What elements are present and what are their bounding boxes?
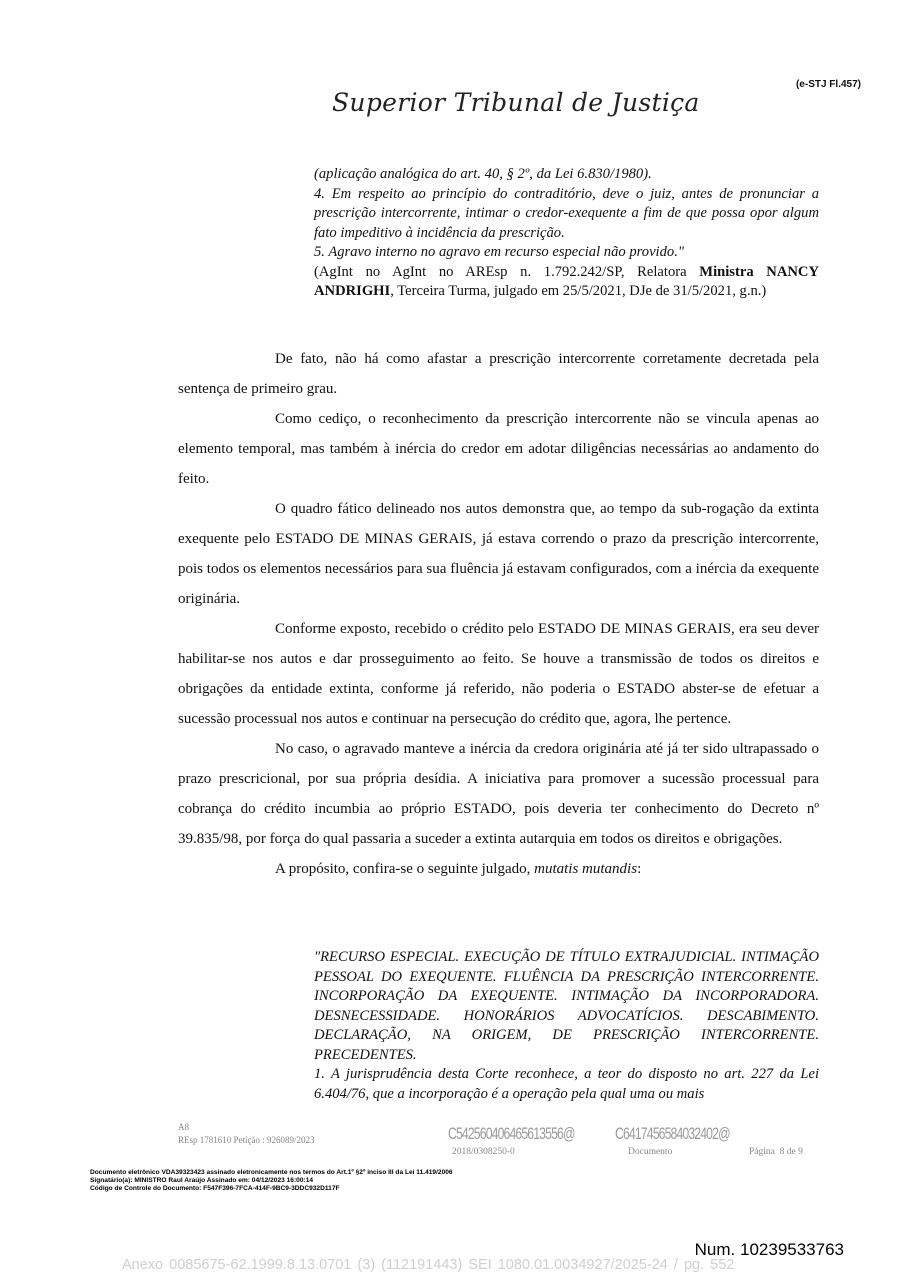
page-number: 8 de 9 — [779, 1147, 803, 1157]
paragraph: Como cediço, o reconhecimento da prescrição intercorrente não se vincula apenas ao elemento temporal, mas também à inércia do credor em adotar diligências necessárias ao andamento do feito. — [178, 411, 819, 487]
court-name-header: Superior Tribunal de Justiça — [332, 88, 700, 117]
paragraph-text: A propósito, confira-se o seguinte julgado, — [275, 861, 535, 877]
signature-line: Documento eletrônico VDA39323423 assinado eletronicamente nos termos do Art.1º §2º inciso III da Lei 11.419/2006 — [90, 1169, 453, 1176]
paragraph: De fato, não há como afastar a prescrição intercorrente corretamente decretada pela sentença de primeiro grau. — [178, 351, 819, 397]
quote-citation — [314, 263, 819, 302]
footer-resp: REsp 1781610 Petição : 926089/2023 — [178, 1135, 315, 1145]
annex-stamp: Anexo 0085675-62.1999.8.13.0701 (3) (112191443) SEI 1080.01.0034927/2025-24 / pg. 552 — [122, 1257, 735, 1273]
page-folio: (e-STJ Fl.457) — [795, 79, 861, 90]
electronic-signature-block — [90, 1169, 453, 1194]
paragraph: No caso, o agravado manteve a inércia da credora originária até já ter sido ultrapassado o prazo prescricional, por sua própria desídia. A iniciativa para promover a sucessão processual para cobrança do crédito incumbia ao próprio ESTADO, pois deveria ter conhecimento do Decreto nº 39.835/98, por força do qual passaria a suceder a extinta autarquia em todos os direitos e obrigações. — [178, 741, 819, 847]
ementa-heading: "RECURSO ESPECIAL. EXECUÇÃO DE TÍTULO EXTRAJUDICIAL. INTIMAÇÃO PESSOAL DO EXEQUENTE. FLUÊNCIA DA PRESCRIÇÃO INTERCORRENTE. INCORPORAÇÃO DA EXEQUENTE. INTIMAÇÃO DA INCORPORADORA. DESNECESSIDADE. HONORÁRIOS ADVOCATÍCIOS. DESCABIMENTO. DECLARAÇÃO, NA ORIGEM, DE PRESCRIÇÃO INTERCORRENTE. PRECEDENTES. — [314, 949, 819, 1063]
barcode-document-label: Documento — [628, 1147, 673, 1157]
quote-block-2 — [314, 948, 819, 1104]
body-text — [178, 344, 819, 884]
barcode-process: C542560406465613556@ — [448, 1124, 575, 1143]
signature-line: Código de Controle do Documento: F547F396-7FCA-414F-9BC9-3DDC932D117F — [90, 1185, 340, 1193]
barcode-document: C6417456584032402@ — [615, 1124, 730, 1143]
document-number: Num. 10239533763 — [694, 1240, 844, 1259]
quote-block-1 — [314, 165, 819, 302]
quote-line: (aplicação analógica do art. 40, § 2º, da Lei 6.830/1980). — [314, 166, 652, 182]
paragraph: O quadro fático delineado nos autos demonstra que, ao tempo da sub-rogação da extinta exequente pelo ESTADO DE MINAS GERAIS, já estava correndo o prazo da prescrição intercorrente, pois todos os elementos necessários para sua fluência já estavam configurados, com a inércia da exequente originária. — [178, 501, 819, 607]
page-counter — [749, 1147, 803, 1157]
paragraph-text: : — [637, 861, 642, 877]
citation-text: (AgInt no AgInt no AREsp n. 1.792.242/SP, Relatora — [314, 263, 700, 280]
ementa-item: 1. A jurisprudência desta Corte reconhece, a teor do disposto no art. 227 da Lei 6.404/76, que a incorporação é a operação pela qual uma ou mais — [314, 1066, 819, 1102]
paragraph: Conforme exposto, recebido o crédito pelo ESTADO DE MINAS GERAIS, era seu dever habilitar-se nos autos e dar prosseguimento ao feito. Se houve a transmissão de todos os direitos e obrigações da entidade extinta, conforme já referido, não poderia o ESTADO abster-se de efetuar a sucessão processual nos autos e continuar na persecução do crédito que, agora, lhe pertence. — [178, 621, 819, 727]
citation-rapporteur: Ministra NANCY ANDRIGHI — [314, 263, 819, 299]
barcode-process-label: 2018/0308250-0 — [452, 1147, 515, 1157]
page-label: Página — [749, 1147, 775, 1157]
quote-line: 4. Em respeito ao princípio do contraditório, deve o juiz, antes de pronunciar a prescrição intercorrente, intimar o credor-exequente a fim de que possa opor algum fato impeditivo à incidência da prescrição. — [314, 185, 819, 241]
footer-code: A8 — [178, 1122, 189, 1132]
citation-text: , Terceira Turma, julgado em 25/5/2021, DJe de 31/5/2021, g.n.) — [390, 283, 767, 299]
signature-line: Signatário(a): MINISTRO Raul Araújo Assinado em: 04/12/2023 16:00:14 — [90, 1177, 314, 1185]
latin-term: mutatis mutandis — [534, 861, 638, 877]
footer-process-info — [178, 1121, 315, 1147]
paragraph — [178, 854, 819, 884]
quote-line: 5. Agravo interno no agravo em recurso especial não provido." — [314, 244, 684, 260]
